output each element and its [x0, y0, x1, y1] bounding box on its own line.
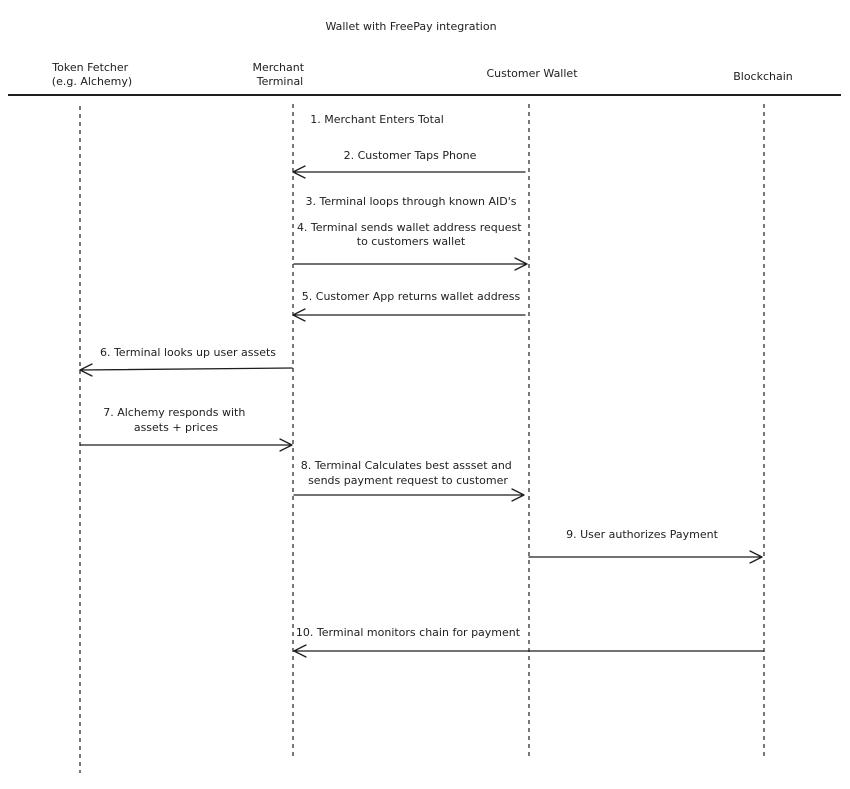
- diagram-title: Wallet with FreePay integration: [325, 20, 497, 33]
- step-6-label: 6. Terminal looks up user assets: [99, 346, 277, 359]
- step-1: [310, 113, 444, 126]
- step-2-arrow: [293, 166, 525, 178]
- step-8-arrow: [294, 489, 524, 501]
- step-9: [529, 528, 762, 563]
- step-6-arrow: [80, 364, 292, 376]
- step-4-arrow: [294, 258, 527, 270]
- step-4-label: 4. Terminal sends wallet address request to customers wallet: [296, 221, 522, 248]
- participant-merchant-terminal: Merchant Terminal: [252, 61, 305, 88]
- step-3: [306, 195, 517, 208]
- step-9-label: 9. User authorizes Payment: [566, 528, 718, 541]
- step-2-label: 2. Customer Taps Phone: [343, 149, 477, 162]
- participant-blockchain: Blockchain: [733, 70, 793, 83]
- step-6: [80, 346, 292, 376]
- step-7-label: 7. Alchemy responds with assets + prices: [103, 406, 246, 434]
- step-9-arrow: [529, 551, 762, 563]
- participant-customer-wallet: Customer Wallet: [486, 67, 578, 80]
- step-10-label: 10. Terminal monitors chain for payment: [295, 626, 521, 639]
- step-4: [294, 221, 527, 270]
- step-7-arrow: [80, 439, 292, 451]
- step-1-label: 1. Merchant Enters Total: [310, 113, 444, 126]
- step-5-arrow: [293, 309, 525, 321]
- step-8: [294, 459, 524, 501]
- step-5: [293, 290, 525, 321]
- step-2: [293, 149, 525, 178]
- step-8-label: 8. Terminal Calculates best assset and sends payment request to customer: [300, 459, 512, 487]
- step-5-label: 5. Customer App returns wallet address: [301, 290, 521, 303]
- step-3-label: 3. Terminal loops through known AID's: [305, 195, 517, 208]
- participant-token-fetcher: Token Fetcher (e.g. Alchemy): [51, 61, 133, 88]
- step-7: [80, 406, 292, 451]
- step-10-arrow: [294, 645, 763, 657]
